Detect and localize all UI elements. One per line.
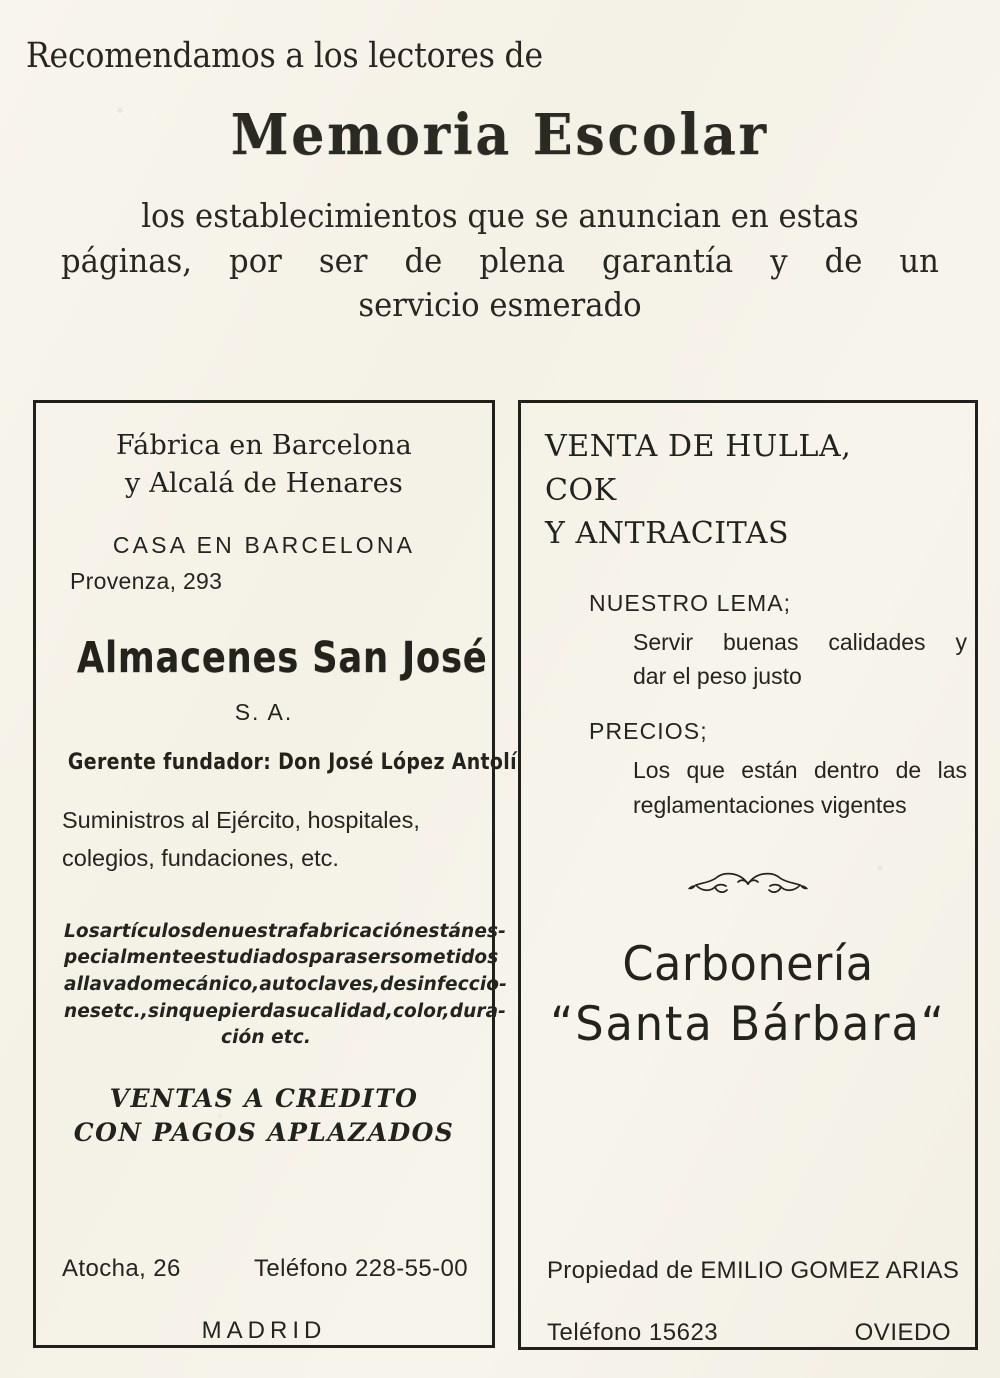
word: nes (64, 1000, 102, 1022)
word: calidad, (310, 1000, 393, 1022)
word: de (191, 920, 218, 942)
coal-heading-line-2: COK (545, 472, 617, 508)
word: calidades (828, 628, 926, 655)
factory-heading (58, 427, 470, 504)
word: de (895, 757, 922, 784)
right-phone: Teléfono 15623 (547, 1319, 719, 1346)
note-line-5: ción etc. (221, 1027, 311, 1049)
word: garantía (602, 240, 734, 280)
word: están (741, 757, 798, 784)
word: están (415, 920, 475, 942)
fabrication-note (64, 919, 507, 1052)
word: color, (392, 1000, 450, 1022)
company-legal-suffix: S. A. (234, 698, 294, 725)
word: buenas (722, 628, 799, 655)
left-street-address: Atocha, 26 (62, 1255, 181, 1282)
left-phone: Teléfono 228-55-00 (253, 1255, 468, 1282)
word: que (686, 757, 725, 784)
advertisement-carboneria-santa-barbara (518, 400, 978, 1350)
word: Servir (633, 628, 694, 655)
motto-line-1 (633, 625, 975, 660)
coal-products-heading (545, 425, 975, 556)
word: pecialmente (64, 947, 194, 969)
word: dentro (813, 757, 880, 784)
factory-line-2: y Alcalá de Henares (125, 468, 403, 500)
intro-line-2 (55, 239, 944, 284)
word: ser (356, 947, 390, 969)
founding-manager-line: Gerente fundador: Don José López Antolí (67, 749, 517, 775)
motto-label: NUESTRO LEMA; (589, 589, 792, 616)
motto-body (633, 625, 975, 695)
supplies-description (62, 801, 470, 877)
prices-line-2: reglamentaciones vigentes (633, 792, 907, 819)
word: páginas, (61, 240, 193, 280)
word: fabricación (298, 920, 416, 942)
word: autoclaves, (259, 974, 381, 996)
word: sometidos (389, 947, 499, 969)
credit-line-1: VENTAS A CREDITO (109, 1083, 419, 1113)
casa-barcelona-label: CASA EN BARCELONA (112, 531, 416, 558)
word: estudiados (193, 947, 310, 969)
owner-line: Propiedad de EMILIO GOMEZ ARIAS (547, 1257, 960, 1284)
word: pierda (218, 1000, 286, 1022)
word: lavado (83, 974, 153, 996)
word: las (937, 757, 967, 784)
credit-terms (36, 1082, 492, 1150)
word: artículos (99, 920, 192, 942)
word: dura- (449, 1000, 506, 1022)
prices-body (633, 753, 975, 823)
word: para (309, 947, 357, 969)
word: de (824, 240, 863, 280)
casa-barcelona-address: Provenza, 293 (70, 567, 223, 594)
word: y (955, 628, 967, 655)
advertisement-almacenes-san-jose (33, 400, 517, 1348)
factory-line-1: Fábrica en Barcelona (116, 430, 412, 461)
word: y (770, 240, 788, 280)
word: etc., (101, 1000, 148, 1022)
word: al (64, 974, 84, 996)
company-name-almacenes: Almacenes San José (77, 632, 488, 683)
note-line-2 (64, 945, 499, 972)
word: de (404, 240, 443, 280)
supplies-line-2: colegios, fundaciones, etc. (62, 844, 339, 871)
word: que (178, 1000, 219, 1022)
note-line-1 (64, 919, 506, 946)
note-line-3 (64, 972, 507, 999)
credit-line-2: CON PAGOS APLAZADOS (73, 1117, 455, 1147)
page-masthead (0, 36, 1000, 328)
word: Los (64, 920, 100, 942)
coal-company-name (532, 935, 963, 1055)
word: nuestra (217, 920, 299, 942)
motto-line-2: dar el peso justo (633, 663, 802, 690)
right-city: OVIEDO (854, 1319, 951, 1346)
magazine-title: Memoria Escolar (230, 102, 770, 168)
word: desinfeccio- (380, 974, 507, 996)
intro-line-3: servicio esmerado (358, 285, 642, 325)
coal-company-line-1: Carbonería (622, 937, 874, 993)
coal-company-line-2: “Santa Bárbara“ (550, 997, 946, 1053)
left-contact-row (62, 1255, 468, 1283)
right-contact-row (547, 1319, 951, 1347)
word: su (285, 1000, 311, 1022)
intro-paragraph (55, 194, 944, 328)
motto-and-prices-block (589, 590, 975, 824)
word: por (229, 240, 282, 280)
coal-heading-line-3: Y ANTRACITAS (545, 516, 790, 551)
prices-line-1 (633, 753, 975, 788)
word: ser (318, 240, 368, 280)
coal-heading-line-1: VENTA DE HULLA, (545, 429, 852, 464)
word: mecánico, (152, 974, 260, 996)
word: Los (633, 757, 671, 784)
left-city: MADRID (201, 1317, 327, 1344)
prices-label: PRECIOS; (589, 718, 708, 745)
intro-line-1: los establecimientos que se anuncian en estas (141, 196, 859, 235)
recommendation-line: Recomendamos a los lectores de (26, 36, 544, 76)
word: sin (147, 1000, 179, 1022)
note-line-4 (64, 999, 506, 1026)
supplies-line-1: Suministros al Ejército, hospitales, (62, 806, 420, 833)
word: un (899, 240, 939, 280)
word: es- (474, 920, 506, 942)
floral-ornament-icon (668, 867, 828, 901)
word: plena (479, 240, 566, 280)
